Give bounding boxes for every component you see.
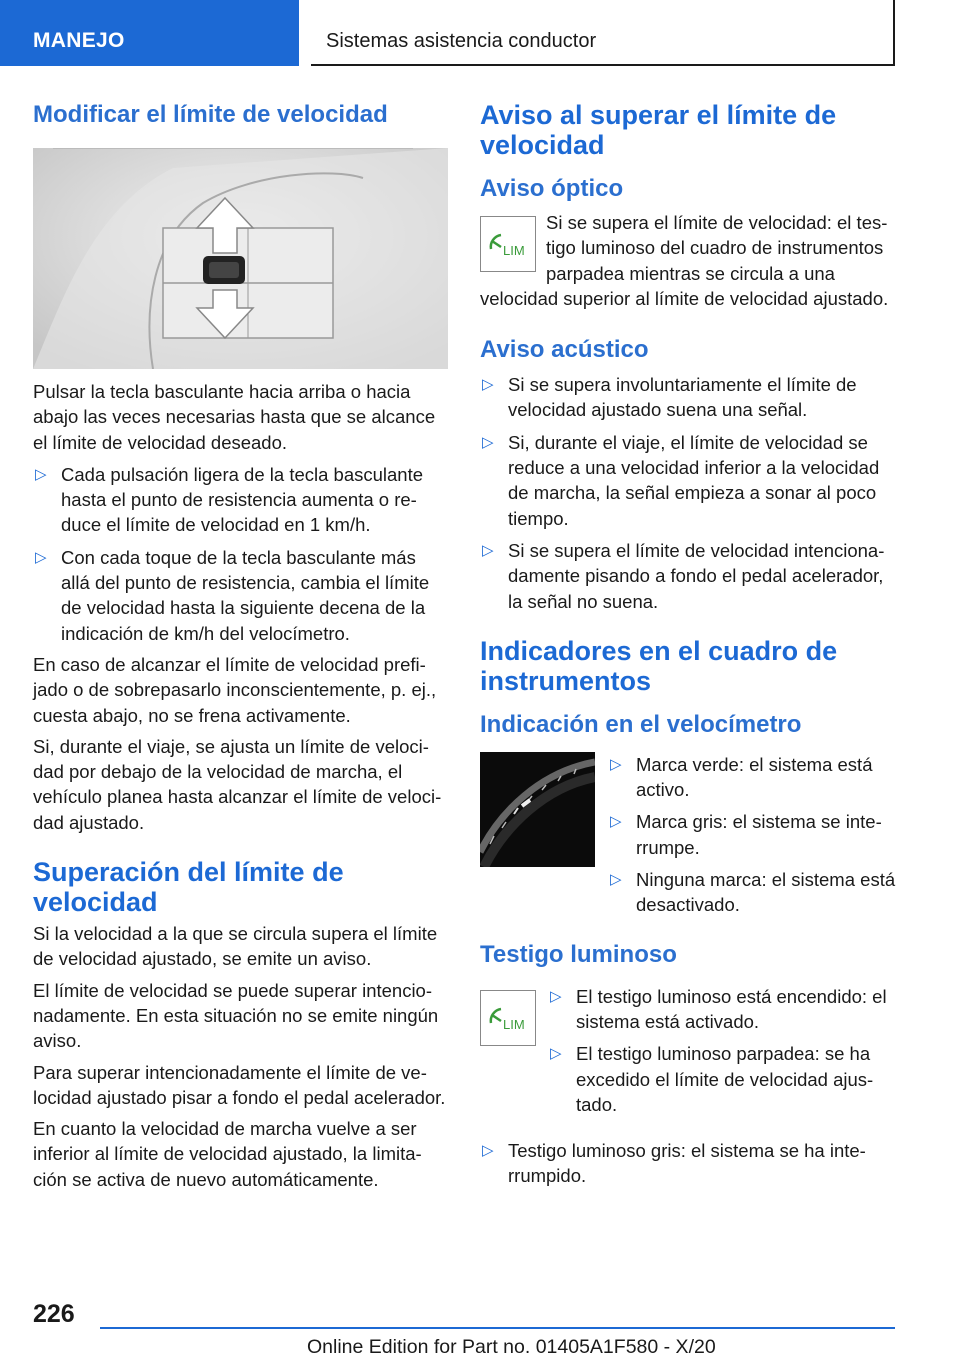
paragraph-warning-issued: Si la velocidad a la que se circula supera el límite de velocidad ajustado, se emite un aviso. (33, 923, 438, 970)
list-item: ▷ Cada pulsación ligera de la tecla basculante hasta el punto de resistencia aumenta o reduce el límite de velocidad en 1 km/h. (35, 463, 424, 536)
triangle-right-icon: ▷ (610, 755, 622, 773)
heading-modify-limit: Modificar el límite de velocidad (33, 101, 388, 128)
list-acoustic (480, 372, 900, 614)
header-section: MANEJO (33, 29, 125, 52)
list-item: ▷ Con cada toque de la tecla basculante más allá del punto de resistencia, cambia el límite de velocidad hasta la siguiente decena de la indicación de km/h del velocímetro. (35, 546, 430, 644)
triangle-right-icon: ▷ (35, 548, 47, 566)
optical-warning-block (480, 210, 900, 311)
footer-edition: Online Edition for Part no. 01405A1F580 - X/20 (307, 1336, 716, 1358)
warning-lamp-block (480, 984, 900, 1134)
triangle-right-icon: ▷ (482, 376, 494, 394)
triangle-right-icon: ▷ (610, 813, 622, 831)
subheading-optical-warning: Aviso óptico (480, 175, 624, 202)
heading-instrument-indicators: Indicadores en el cuadro de instrumentos (480, 635, 838, 696)
lim-label: LIM (503, 1016, 525, 1032)
heading-exceeding-limit: Superación del límite de velocidad (33, 857, 344, 918)
paragraph-optical-warning: Si se supera el límite de velocidad: el testigo luminoso del cuadro de instrumentos parpadea mientras se circula a una velocidad superior al límite de velocidad ajustado. (480, 212, 889, 309)
triangle-right-icon: ▷ (35, 465, 47, 483)
triangle-right-icon: ▷ (550, 1045, 562, 1063)
header-chapter: Sistemas asistencia conductor (326, 30, 597, 52)
paragraph-intentional-exceed: El límite de velocidad se puede superar intencionadamente. En esta situación no se emite ningún aviso. (33, 979, 439, 1052)
triangle-right-icon: ▷ (610, 871, 622, 889)
list-item: ▷ El testigo luminoso está encendido: el sistema está activado. (550, 985, 887, 1033)
list-item: ▷ El testigo luminoso parpadea: se ha excedido el límite de velocidad ajustado. (550, 1043, 874, 1116)
list-rocker-steps (33, 462, 448, 646)
header-section-tab (0, 0, 299, 66)
paragraph-coasting: Si, durante el viaje, se ajusta un límite de velocidad por debajo de la velocidad de marcha, el vehículo planea hasta alcanzar el límite de velocidad ajustado. (33, 735, 442, 833)
subheading-warning-lamp: Testigo luminoso (480, 940, 677, 968)
paragraph-reactivation: En cuanto la velocidad de marcha vuelve a ser inferior al límite de velocidad ajustado, la limitación se activa de nuevo automáticamente. (33, 1118, 422, 1190)
triangle-right-icon: ▷ (550, 987, 562, 1005)
list-item: ▷ Si se supera el límite de velocidad intencionadamente pisando a fondo el pedal acelerador, la señal no suena. (482, 539, 885, 612)
list-lamp-states (548, 977, 898, 1117)
speedometer-photo (480, 752, 595, 867)
lim-label: LIM (503, 243, 525, 258)
paragraph-press-rocker: Pulsar la tecla basculante hacia arriba o hacia abajo las veces necesarias hasta que se alcance el límite de velocidad deseado. (33, 381, 436, 453)
list-lamp-grey (480, 1138, 900, 1189)
triangle-right-icon: ▷ (482, 541, 494, 559)
list-item: ▷ Testigo luminoso gris: el sistema se ha interrumpido. (482, 1139, 866, 1187)
triangle-right-icon: ▷ (482, 1141, 494, 1159)
paragraph-no-braking: En caso de alcanzar el límite de velocidad prefijado o de sobrepasarlo inconscientemente, p. ej., cuesta abajo, no se frena activamente. (33, 653, 437, 726)
footer-divider (100, 1327, 895, 1329)
page-number: 226 (33, 1300, 75, 1328)
list-item: ▷ Si se supera involuntariamente el límite de velocidad ajustado suena una señal. (482, 374, 857, 421)
subheading-speedometer: Indicación en el velocímetro (480, 710, 802, 738)
triangle-right-icon: ▷ (482, 433, 494, 451)
left-column (33, 100, 448, 1192)
right-column (480, 100, 900, 1188)
list-item: ▷ Marca verde: el sistema está activo. (610, 753, 873, 801)
heading-warning-exceed: Aviso al superar el límite de velocidad (480, 100, 837, 160)
speed-limiter-lim-icon (480, 216, 536, 272)
header-chapter-box (311, 0, 895, 66)
speed-limiter-lim-icon (480, 990, 536, 1046)
steering-wheel-rocker-photo (33, 148, 448, 369)
list-item: ▷ Ninguna marca: el sistema está desactivado. (610, 869, 896, 916)
subheading-acoustic-warning: Aviso acústico (480, 336, 649, 364)
list-speedo-marks (608, 745, 898, 918)
list-item: ▷ Marca gris: el sistema se interrumpe. (610, 811, 882, 858)
speedometer-block (480, 752, 900, 920)
list-item: ▷ Si, durante el viaje, el límite de velocidad se reduce a una velocidad inferior a la velocidad de marcha, la señal empieza a sonar al poco tiempo. (482, 431, 880, 529)
paragraph-kickdown: Para superar intencionadamente el límite de velocidad ajustado pisar a fondo el pedal acelerador. (33, 1061, 446, 1108)
